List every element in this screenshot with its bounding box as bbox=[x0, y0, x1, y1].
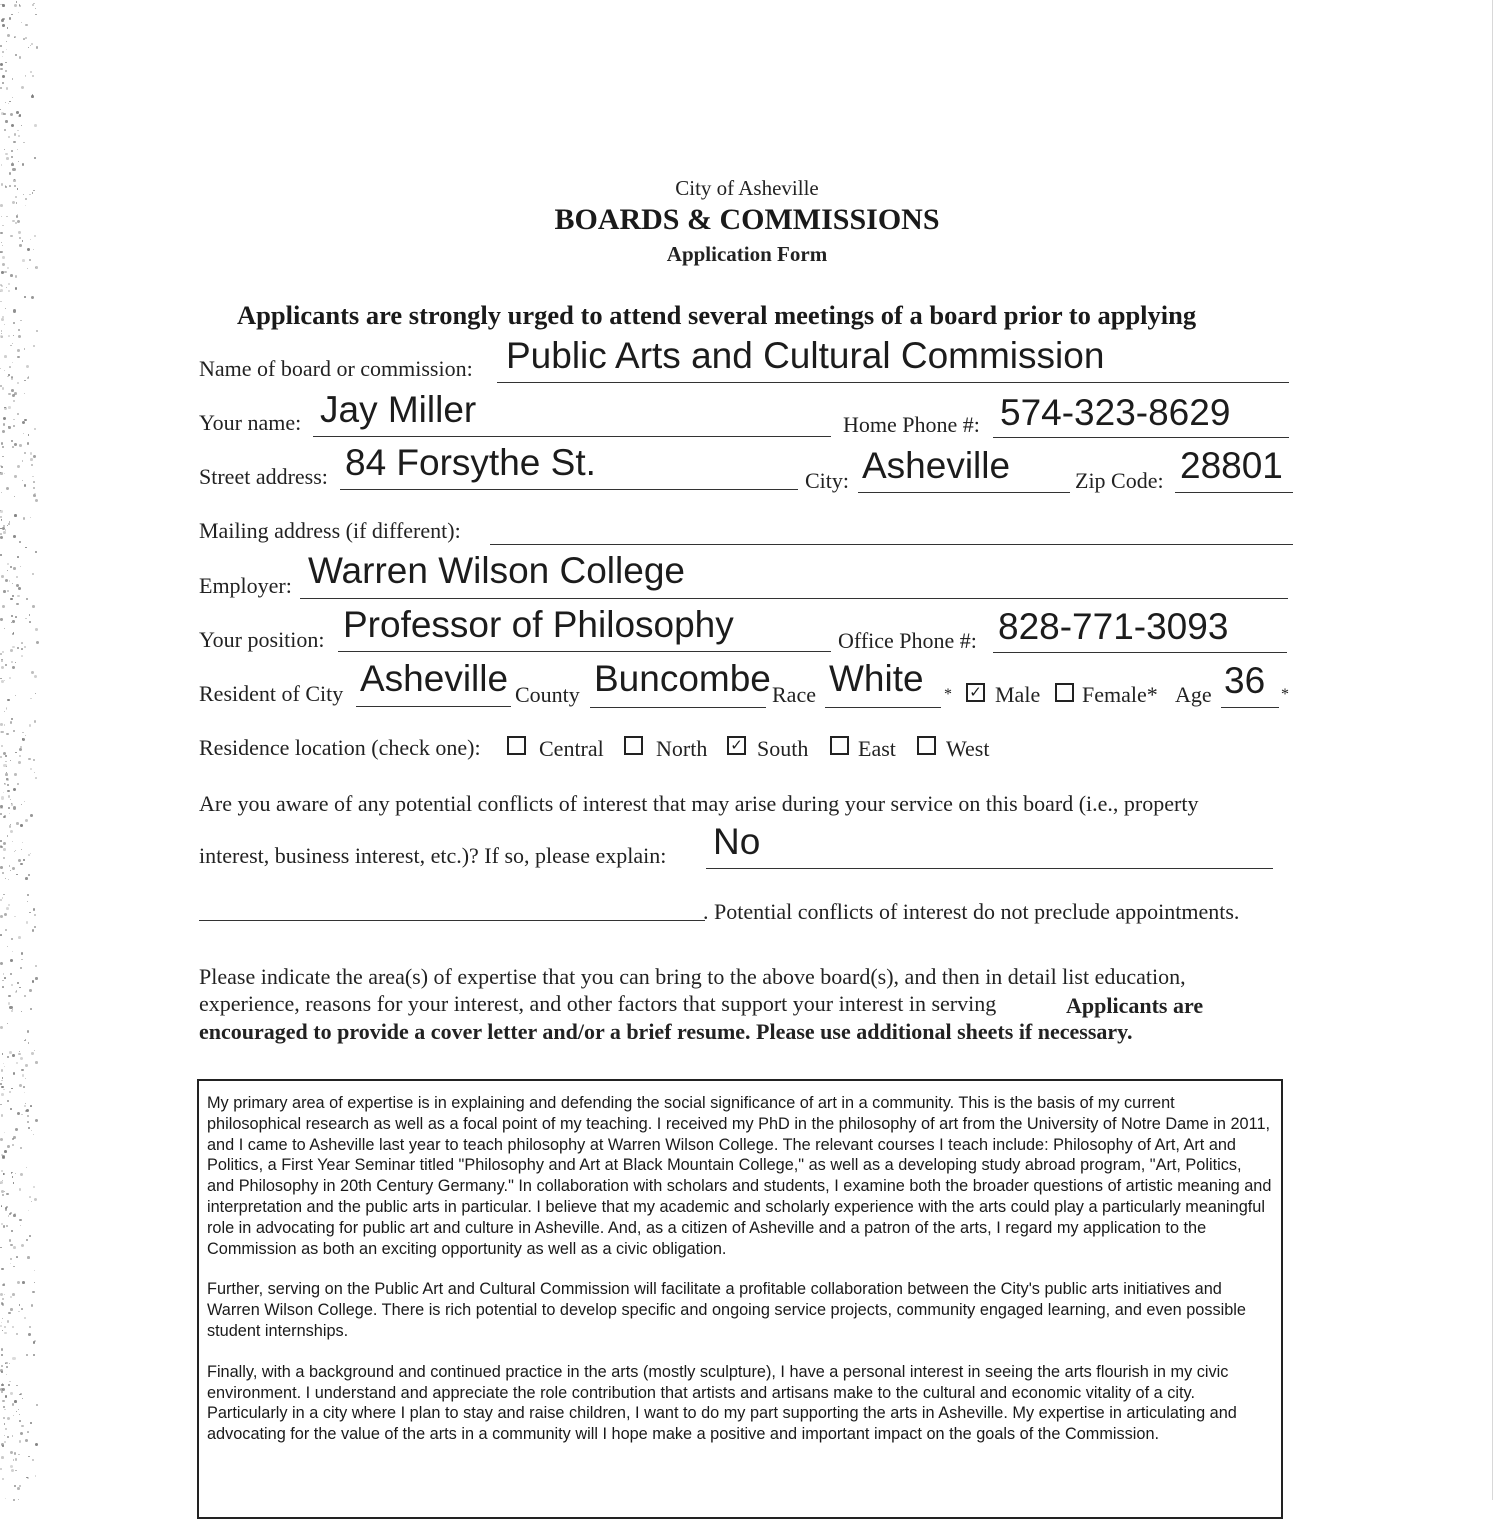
female-checkbox[interactable] bbox=[1055, 683, 1074, 702]
board-label: Name of board or commission: bbox=[199, 356, 473, 381]
conflicts-question-line1: Are you aware of any potential conflicts of interest that may arise during your service on this board (i.e., property bbox=[199, 791, 1199, 816]
residence-central-label: Central bbox=[539, 736, 604, 761]
employer-value[interactable]: Warren Wilson College bbox=[308, 550, 685, 591]
age-asterisk: * bbox=[1281, 686, 1289, 703]
conflicts-answer[interactable]: No bbox=[713, 821, 761, 862]
zip-underline bbox=[1175, 492, 1293, 493]
expertise-instructions-line2: experience, reasons for your interest, and other factors that support your interest in serving bbox=[199, 991, 997, 1016]
home-phone-underline bbox=[993, 437, 1289, 438]
female-label: Female* bbox=[1082, 682, 1158, 707]
county-value[interactable]: Buncombe bbox=[594, 658, 771, 699]
conflicts-question-line2: interest, business interest, etc.)? If so, please explain: bbox=[199, 843, 667, 868]
residence-central-checkbox[interactable] bbox=[507, 736, 526, 755]
street-underline bbox=[340, 489, 798, 490]
attendance-notice: Applicants are strongly urged to attend several meetings of a board prior to applying bbox=[237, 300, 1197, 330]
mailing-label: Mailing address (if different): bbox=[199, 518, 461, 543]
name-underline bbox=[313, 436, 831, 437]
office-phone-underline bbox=[993, 652, 1287, 653]
expertise-response-box[interactable] bbox=[197, 1079, 1283, 1519]
zip-value[interactable]: 28801 bbox=[1180, 445, 1283, 486]
male-label: Male bbox=[995, 682, 1041, 707]
position-label: Your position: bbox=[199, 627, 325, 652]
residence-south-label: South bbox=[757, 736, 809, 761]
residence-label: Residence location (check one): bbox=[199, 735, 481, 760]
essay-paragraph-1: My primary area of expertise is in explaining and defending the social significance of art in a community. This is the basis of my current philosophical research as well as a focal point of my teaching. I received my PhD in the philosophy of art from the University of Notre Dame in 2011, and I came to Asheville last year to teach philosophy at Warren Wilson College. The relevant courses I teach include: Philosophy of Art, Art and Politics, a First Year Seminar titled "Philosophy and Art at Black Mountain College," as well as a developing study abroad program, "Art, Politics, and Philosophy in 20th Century Germany." In collaboration with scholars and students, I examine both the broader questions of artistic meaning and interpretation and the public arts in particular. I believe that my academic and scholarly experience with the arts could play a particularly meaningful role in advocating for public art and culture in Asheville. And, as a citizen of Asheville and a patron of the arts, I regard my application to the Commission as both an exciting opportunity as well as a civic obligation. bbox=[207, 1094, 1272, 1258]
residence-east-label: East bbox=[858, 736, 896, 761]
resident-label: Resident of City bbox=[199, 681, 344, 706]
essay-paragraph-2: Further, serving on the Public Art and Cultural Commission will facilitate a profitable collaboration between the City's public arts initiatives and Warren Wilson College. There is rich potential to develop specific and ongoing service projects, community engaged learning, and even possible student internships. bbox=[207, 1280, 1246, 1340]
race-underline bbox=[825, 707, 941, 708]
age-label: Age bbox=[1175, 682, 1212, 707]
mailing-underline bbox=[490, 544, 1293, 545]
resident-value[interactable]: Asheville bbox=[360, 658, 509, 699]
male-checkbox[interactable]: ✓ bbox=[966, 683, 985, 702]
form-subtitle: Application Form bbox=[666, 242, 828, 266]
position-underline bbox=[338, 651, 831, 652]
home-phone-value[interactable]: 574-323-8629 bbox=[1000, 392, 1231, 433]
form-title: BOARDS & COMMISSIONS bbox=[554, 203, 940, 236]
city-label: City: bbox=[805, 468, 850, 493]
race-asterisk: * bbox=[944, 686, 952, 703]
expertise-instructions-bold1: Applicants are bbox=[1066, 993, 1204, 1018]
county-underline bbox=[590, 707, 766, 708]
residence-west-label: West bbox=[946, 736, 990, 761]
expertise-instructions-line1: Please indicate the area(s) of expertise that you can bring to the above board(s), and then in detail list education, bbox=[199, 964, 1186, 989]
position-value[interactable]: Professor of Philosophy bbox=[343, 604, 734, 645]
home-phone-label: Home Phone #: bbox=[843, 412, 980, 437]
conflicts-note: . Potential conflicts of interest do not preclude appointments. bbox=[703, 899, 1240, 924]
employer-label: Employer: bbox=[199, 573, 292, 598]
race-label: Race bbox=[772, 682, 816, 707]
street-label: Street address: bbox=[199, 464, 328, 489]
age-value[interactable]: 36 bbox=[1224, 660, 1266, 701]
county-label: County bbox=[515, 682, 580, 707]
board-underline bbox=[497, 382, 1289, 383]
residence-east-checkbox[interactable] bbox=[830, 736, 849, 755]
race-value[interactable]: White bbox=[829, 658, 924, 699]
expertise-instructions-bold2: encouraged to provide a cover letter and/or a brief resume. Please use additional sheets if necessary. bbox=[199, 1019, 1133, 1044]
name-value[interactable]: Jay Miller bbox=[320, 389, 477, 430]
residence-north-checkbox[interactable] bbox=[624, 736, 643, 755]
residence-south-checkbox[interactable]: ✓ bbox=[727, 736, 746, 755]
street-value[interactable]: 84 Forsythe St. bbox=[345, 442, 596, 483]
essay-paragraph-3: Finally, with a background and continued practice in the arts (mostly sculpture), I have a personal interest in seeing the arts flourish in my civic environment. I understand and appreciate the role contribution that artists and artisans make to the cultural and economic vitality of a city. Particularly in a city where I plan to stay and raise children, I want to do my part supporting the arts in Asheville. My expertise in articulating and advocating for the value of the arts in a community will I hope make a positive and important impact on the goals of the Commission. bbox=[207, 1362, 1237, 1444]
board-value[interactable]: Public Arts and Cultural Commission bbox=[506, 335, 1105, 376]
name-label: Your name: bbox=[199, 410, 302, 435]
age-underline bbox=[1221, 707, 1279, 708]
city-heading: City of Asheville bbox=[675, 176, 819, 200]
resident-underline bbox=[356, 706, 511, 707]
conflicts-extra-underline bbox=[199, 920, 705, 921]
city-value[interactable]: Asheville bbox=[862, 445, 1011, 486]
residence-north-label: North bbox=[656, 736, 708, 761]
conflicts-answer-underline bbox=[706, 868, 1273, 869]
zip-label: Zip Code: bbox=[1075, 468, 1164, 493]
residence-west-checkbox[interactable] bbox=[917, 736, 936, 755]
city-underline bbox=[858, 492, 1070, 493]
employer-underline bbox=[300, 598, 1288, 599]
office-phone-value[interactable]: 828-771-3093 bbox=[998, 606, 1229, 647]
office-phone-label: Office Phone #: bbox=[838, 628, 977, 653]
